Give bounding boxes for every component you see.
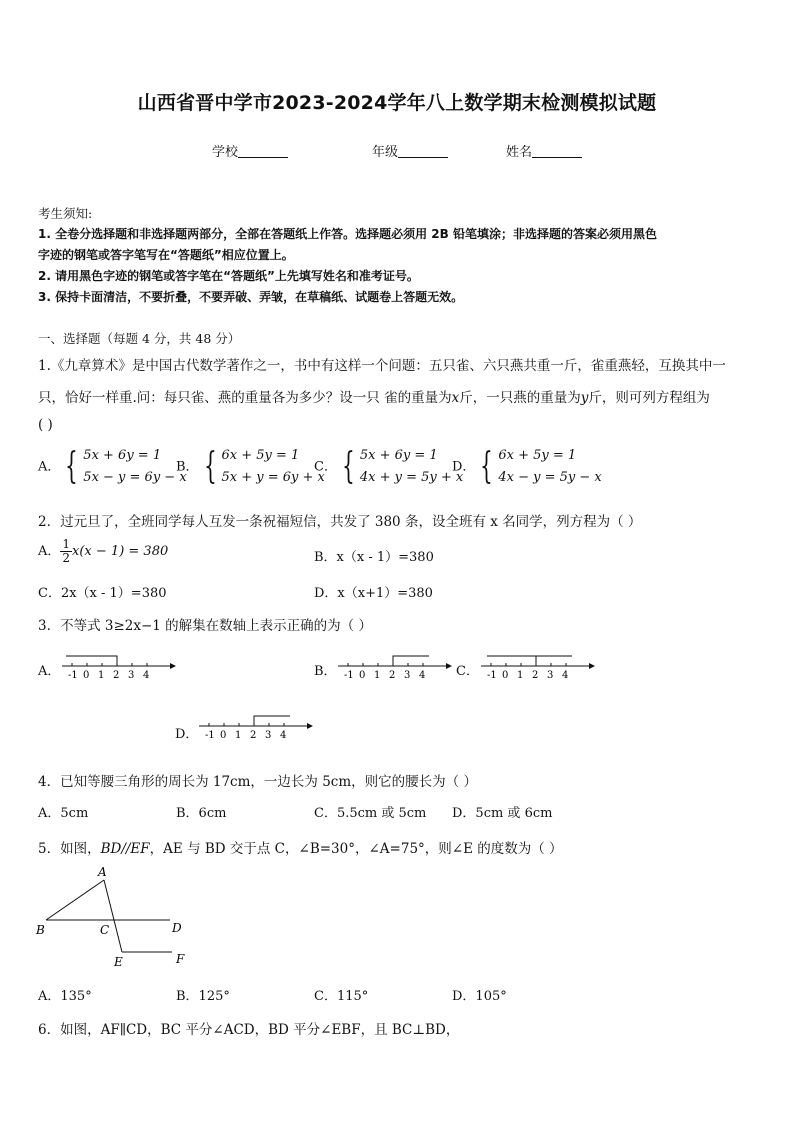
q1-b-label: B． [176, 459, 199, 475]
solution-bracket [66, 656, 117, 666]
brace-icon: { [203, 446, 217, 487]
q1-a-eq1: 5x + 6y = 1 [83, 448, 162, 463]
tick-label: 4 [562, 670, 569, 681]
notice-item1-line2: 字迹的钢笔或答字笔写在“答题纸”相应位置上。 [38, 248, 294, 262]
tick-label: 0 [220, 730, 227, 741]
q1-c-eq1: 5x + 6y = 1 [359, 448, 438, 463]
q2-a-rest: x(x − 1) = 380 [72, 544, 169, 559]
q1-var-x: x [451, 390, 460, 406]
q1-c-label: C． [314, 459, 337, 475]
arrow-icon [589, 663, 595, 669]
notice-heading: 考生须知: [38, 206, 93, 221]
q2-option-b: B．x（x - 1）=380 [314, 550, 434, 565]
point-f-label: F [176, 952, 185, 966]
q3-a-number-line [62, 648, 178, 684]
tick-label: -1 [487, 670, 497, 681]
tick-label: 3 [404, 670, 411, 681]
q1-line2c: 斤，则可列方程组为 [588, 390, 710, 406]
q3-d-number-line [199, 708, 315, 744]
q3-a-label: A． [38, 664, 61, 679]
school-label: 学校 [212, 145, 239, 160]
q2-option-d: D．x（x+1）=380 [314, 586, 433, 601]
q1-line2b: 斤，一只燕的重量为 [459, 390, 581, 406]
tick-label: 0 [502, 670, 509, 681]
name-blank [532, 145, 582, 158]
q1-option-d [452, 445, 602, 489]
q4-option-a: A．5cm [38, 806, 89, 821]
q4-option-d: D．5cm 或 6cm [452, 806, 553, 821]
grade-field [372, 141, 448, 160]
q2-a-den: 2 [62, 551, 71, 565]
brace-icon: { [65, 446, 79, 487]
q3-b-number-line [338, 648, 454, 684]
segment-ab [46, 880, 104, 920]
tick-label: 1 [517, 670, 524, 681]
brace-icon: { [480, 446, 494, 487]
q1-d-eq1: 6x + 5y = 1 [498, 448, 577, 463]
tick-label: -1 [68, 670, 78, 681]
q3-b-label: B． [314, 664, 337, 679]
tick-label: 1 [235, 730, 242, 741]
q1-c-eq2: 4x + y = 5y + x [359, 470, 464, 485]
q5-stem-b: BD//EF [100, 841, 150, 857]
q1-option-a [38, 445, 187, 489]
q5-stem-a: 5．如图， [38, 841, 101, 857]
q3-stem: 3．不等式 3≥2x−1 的解集在数轴上表示正确的为（ ） [38, 618, 372, 634]
name-field [506, 141, 582, 160]
tick-label: 2 [389, 670, 396, 681]
tick-label: 4 [280, 730, 287, 741]
q3-d-label: D． [175, 727, 199, 742]
tick-label: 3 [547, 670, 554, 681]
q1-option-c [314, 445, 463, 489]
tick-label: 2 [250, 730, 257, 741]
school-blank [238, 145, 288, 158]
solution-bracket [254, 716, 290, 726]
q1-option-b [176, 445, 325, 489]
q1-d-eq2: 4x − y = 5y − x [498, 470, 602, 485]
tick-label: 2 [532, 670, 539, 681]
page-title: 山西省晋中学市2023-2024学年八上数学期末检测模拟试题 [137, 92, 657, 114]
q2-a-num: 1 [62, 537, 71, 551]
q2-a-label: A． [38, 544, 61, 559]
segment-ae [104, 880, 122, 952]
point-d-label: D [172, 921, 182, 935]
q2-option-a [38, 538, 168, 565]
notice-item2: 2. 请用黑色字迹的钢笔或答字笔在“答题纸”上先填写姓名和准考证号。 [38, 269, 419, 283]
tick-label: 1 [374, 670, 381, 681]
brace-icon: { [342, 446, 355, 487]
tick-label: 4 [419, 670, 426, 681]
point-a-label: A [98, 865, 107, 879]
q5-stem [38, 837, 563, 857]
section-heading: 一、选择题（每题 4 分，共 48 分） [38, 331, 241, 346]
tick-label: 4 [143, 670, 150, 681]
notice-item1-line1: 1. 全卷分选择题和非选择题两部分，全部在答题纸上作答。选择题必须用 2B 铅笔填涂；非选择题的答案必须用黑色 [38, 227, 657, 241]
name-label: 姓名 [506, 145, 533, 160]
q1-var-y: y [580, 390, 589, 406]
tick-label: 1 [98, 670, 105, 681]
q4-stem: 4．已知等腰三角形的周长为 17cm，一边长为 5cm，则它的腰长为（ ） [38, 774, 477, 790]
tick-label: 0 [83, 670, 90, 681]
q6-stem: 6．如图，AF∥CD，BC 平分∠ACD，BD 平分∠EBF，且 BC⊥BD， [38, 1022, 460, 1038]
tick-label: 2 [113, 670, 120, 681]
tick-label: 0 [359, 670, 366, 681]
q1-line1: 1.《九章算术》是中国古代数学著作之一，书中有这样一个问题：五只雀、六只燕共重一斤，雀重燕轻，互换其中一 [38, 358, 726, 374]
school-field [212, 141, 288, 160]
q1-a-eq2: 5x − y = 6y − x [83, 470, 187, 485]
q1-paren: ( ) [38, 417, 53, 433]
q2-a-fraction [60, 538, 72, 565]
q1-line2a: 只，恰好一样重.问：每只雀、燕的重量各为多少？设一只 雀的重量为 [38, 390, 452, 406]
arrow-icon [170, 663, 176, 669]
tick-label: 3 [128, 670, 135, 681]
q3-c-label: C． [456, 664, 479, 679]
solution-bracket [393, 656, 429, 666]
q5-stem-c: ，AE 与 BD 交于点 C，∠B=30°，∠A=75°，则∠E 的度数为（ ） [149, 841, 563, 857]
q1-b-eq2: 5x + y = 6y + x [221, 470, 325, 485]
arrow-icon [446, 663, 452, 669]
notice-item3: 3. 保持卡面清洁，不要折叠，不要弄破、弄皱，在草稿纸、试题卷上答题无效。 [38, 290, 464, 304]
tick-label: -1 [344, 670, 354, 681]
point-b-label: B [36, 923, 45, 937]
q4-option-b: B．6cm [176, 806, 227, 821]
q5-option-d: D．105° [452, 989, 507, 1004]
tick-label: -1 [205, 730, 215, 741]
grade-blank [398, 145, 448, 158]
q1-d-label: D． [452, 459, 476, 475]
q5-option-c: C．115° [314, 989, 369, 1004]
point-c-label: C [100, 923, 110, 937]
arrow-icon [307, 723, 313, 729]
q2-option-c: C．2x（x - 1）=380 [38, 586, 167, 601]
q1-b-eq1: 6x + 5y = 1 [221, 448, 300, 463]
tick-label: 3 [265, 730, 272, 741]
q3-c-number-line [481, 648, 597, 684]
q1-line2 [38, 386, 710, 406]
point-e-label: E [114, 955, 123, 969]
q5-option-b: B．125° [176, 989, 230, 1004]
q5-option-a: A．135° [38, 989, 92, 1004]
q2-stem: 2．过元旦了，全班同学每人互发一条祝福短信，共发了 380 条，设全班有 x 名同学，列方程为（ ） [38, 514, 642, 530]
q1-a-label: A． [38, 459, 61, 475]
q5-figure [30, 862, 200, 972]
grade-label: 年级 [372, 145, 399, 160]
q4-option-c: C．5.5cm 或 5cm [314, 806, 427, 821]
